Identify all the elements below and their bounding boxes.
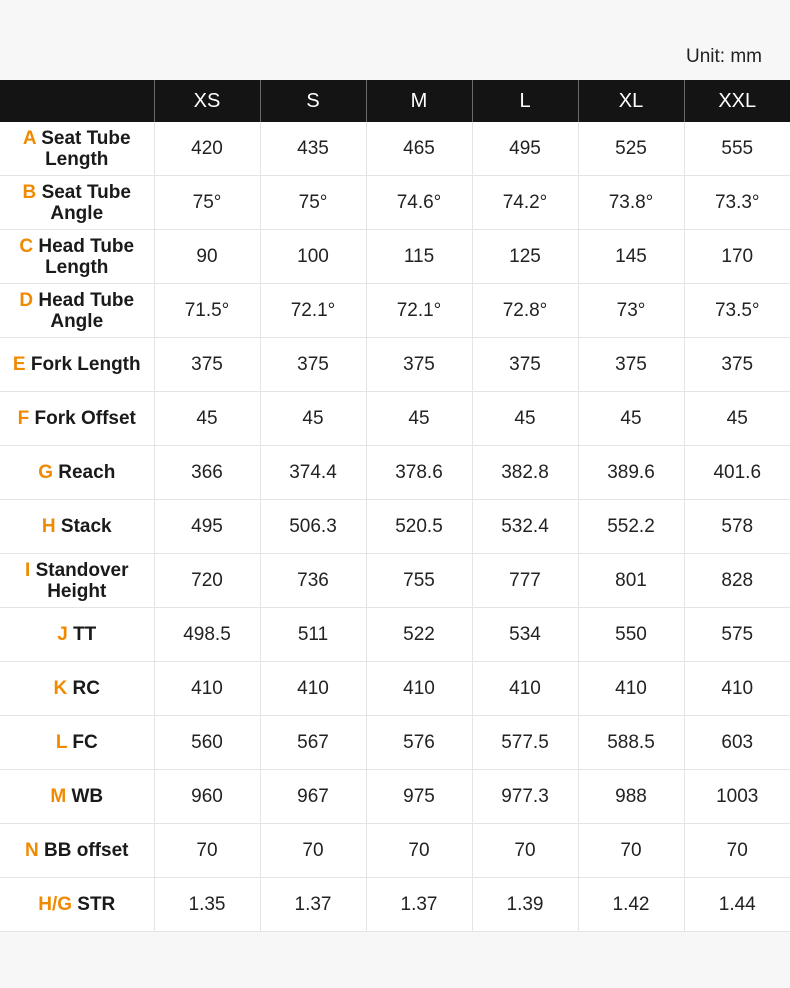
value-cell: 366 (154, 446, 260, 500)
table-row (0, 662, 790, 716)
measurement-name: Fork Offset (34, 408, 136, 429)
value-cell: 550 (578, 608, 684, 662)
value-cell: 506.3 (260, 500, 366, 554)
value-cell: 603 (684, 716, 790, 770)
measurement-label (0, 716, 154, 770)
value-cell: 70 (260, 824, 366, 878)
measurement-label (0, 446, 154, 500)
value-cell: 375 (366, 338, 472, 392)
value-cell: 588.5 (578, 716, 684, 770)
value-cell: 410 (366, 662, 472, 716)
value-cell: 74.6° (366, 176, 472, 230)
measurement-name: FC (72, 732, 98, 753)
value-cell: 73° (578, 284, 684, 338)
value-cell: 170 (684, 230, 790, 284)
size-header: L (472, 80, 578, 122)
value-cell: 70 (578, 824, 684, 878)
measurement-name: Seat Tube Angle (41, 181, 131, 224)
measurement-name: STR (77, 894, 116, 915)
value-cell: 375 (684, 338, 790, 392)
measurement-letter: C (19, 235, 34, 257)
value-cell: 71.5° (154, 284, 260, 338)
value-cell: 577.5 (472, 716, 578, 770)
value-cell: 511 (260, 608, 366, 662)
measurement-label (0, 770, 154, 824)
value-cell: 975 (366, 770, 472, 824)
measurement-label (0, 554, 154, 608)
measurement-label (0, 284, 154, 338)
value-cell: 378.6 (366, 446, 472, 500)
value-cell: 755 (366, 554, 472, 608)
value-cell: 72.1° (366, 284, 472, 338)
table-row (0, 716, 790, 770)
value-cell: 967 (260, 770, 366, 824)
value-cell: 70 (154, 824, 260, 878)
value-cell: 100 (260, 230, 366, 284)
table-row (0, 284, 790, 338)
value-cell: 495 (472, 122, 578, 176)
value-cell: 45 (578, 392, 684, 446)
value-cell: 45 (472, 392, 578, 446)
value-cell: 498.5 (154, 608, 260, 662)
value-cell: 1.35 (154, 878, 260, 932)
value-cell: 578 (684, 500, 790, 554)
measurement-letter: F (17, 408, 30, 429)
value-cell: 465 (366, 122, 472, 176)
value-cell: 435 (260, 122, 366, 176)
value-cell: 375 (472, 338, 578, 392)
value-cell: 125 (472, 230, 578, 284)
value-cell: 560 (154, 716, 260, 770)
value-cell: 575 (684, 608, 790, 662)
measurement-letter: B (22, 181, 37, 203)
header-row (0, 80, 790, 122)
table-header (0, 80, 790, 122)
value-cell: 1.37 (366, 878, 472, 932)
table-row (0, 554, 790, 608)
value-cell: 73.5° (684, 284, 790, 338)
value-cell: 72.1° (260, 284, 366, 338)
value-cell: 495 (154, 500, 260, 554)
value-cell: 777 (472, 554, 578, 608)
measurement-letter: A (22, 127, 36, 149)
table-row (0, 392, 790, 446)
value-cell: 410 (684, 662, 790, 716)
measurement-name: BB offset (44, 840, 129, 861)
value-cell: 72.8° (472, 284, 578, 338)
size-header: M (366, 80, 472, 122)
value-cell: 75° (260, 176, 366, 230)
measurement-letter: D (19, 289, 34, 311)
measurement-label (0, 176, 154, 230)
measurement-letter: I (25, 559, 31, 581)
value-cell: 520.5 (366, 500, 472, 554)
value-cell: 90 (154, 230, 260, 284)
value-cell: 1.42 (578, 878, 684, 932)
value-cell: 45 (260, 392, 366, 446)
table-row (0, 338, 790, 392)
value-cell: 988 (578, 770, 684, 824)
value-cell: 960 (154, 770, 260, 824)
measurement-label (0, 230, 154, 284)
measurement-label (0, 662, 154, 716)
value-cell: 828 (684, 554, 790, 608)
value-cell: 532.4 (472, 500, 578, 554)
value-cell: 73.3° (684, 176, 790, 230)
measurement-label (0, 392, 154, 446)
value-cell: 389.6 (578, 446, 684, 500)
value-cell: 410 (154, 662, 260, 716)
value-cell: 977.3 (472, 770, 578, 824)
value-cell: 736 (260, 554, 366, 608)
value-cell: 801 (578, 554, 684, 608)
value-cell: 70 (366, 824, 472, 878)
value-cell: 45 (684, 392, 790, 446)
value-cell: 70 (472, 824, 578, 878)
value-cell: 552.2 (578, 500, 684, 554)
measurement-name: WB (71, 786, 104, 807)
table-row (0, 608, 790, 662)
value-cell: 115 (366, 230, 472, 284)
measurement-letter: H/G (38, 894, 72, 915)
measurement-label (0, 500, 154, 554)
size-header: XS (154, 80, 260, 122)
value-cell: 420 (154, 122, 260, 176)
size-header: XXL (684, 80, 790, 122)
measurement-label (0, 824, 154, 878)
value-cell: 145 (578, 230, 684, 284)
table-row (0, 878, 790, 932)
value-cell: 1.44 (684, 878, 790, 932)
header-corner (0, 80, 154, 122)
value-cell: 1003 (684, 770, 790, 824)
value-cell: 567 (260, 716, 366, 770)
table-row (0, 500, 790, 554)
measurement-letter: J (57, 624, 68, 645)
measurement-letter: M (50, 786, 67, 807)
value-cell: 1.39 (472, 878, 578, 932)
value-cell: 375 (578, 338, 684, 392)
table-row (0, 824, 790, 878)
measurement-name: Head Tube Angle (38, 289, 135, 332)
value-cell: 555 (684, 122, 790, 176)
measurement-label (0, 122, 154, 176)
measurement-name: Standover Height (35, 559, 129, 602)
value-cell: 75° (154, 176, 260, 230)
table-row (0, 446, 790, 500)
value-cell: 74.2° (472, 176, 578, 230)
measurement-name: Reach (58, 462, 116, 483)
value-cell: 410 (472, 662, 578, 716)
value-cell: 45 (154, 392, 260, 446)
measurement-name: Stack (60, 516, 112, 537)
value-cell: 522 (366, 608, 472, 662)
size-header: XL (578, 80, 684, 122)
table-body (0, 122, 790, 932)
value-cell: 375 (260, 338, 366, 392)
value-cell: 1.37 (260, 878, 366, 932)
measurement-label (0, 608, 154, 662)
value-cell: 382.8 (472, 446, 578, 500)
value-cell: 525 (578, 122, 684, 176)
table-row (0, 176, 790, 230)
measurement-name: Fork Length (30, 354, 141, 375)
table-row (0, 770, 790, 824)
measurement-label (0, 338, 154, 392)
measurement-letter: H (41, 516, 56, 537)
value-cell: 73.8° (578, 176, 684, 230)
value-cell: 70 (684, 824, 790, 878)
measurement-label (0, 878, 154, 932)
measurement-name: Head Tube Length (38, 235, 135, 278)
geometry-table (0, 80, 790, 932)
measurement-letter: L (55, 732, 68, 753)
measurement-letter: G (38, 462, 53, 483)
unit-label: Unit: mm (686, 46, 762, 67)
measurement-name: Seat Tube Length (41, 127, 131, 170)
value-cell: 375 (154, 338, 260, 392)
value-cell: 45 (366, 392, 472, 446)
value-cell: 410 (578, 662, 684, 716)
value-cell: 410 (260, 662, 366, 716)
measurement-letter: N (25, 840, 39, 861)
value-cell: 534 (472, 608, 578, 662)
table-row (0, 230, 790, 284)
measurement-letter: E (12, 354, 26, 375)
value-cell: 720 (154, 554, 260, 608)
measurement-name: RC (72, 678, 100, 699)
value-cell: 401.6 (684, 446, 790, 500)
value-cell: 374.4 (260, 446, 366, 500)
size-header: S (260, 80, 366, 122)
measurement-name: TT (73, 624, 97, 645)
table-row (0, 122, 790, 176)
measurement-letter: K (53, 678, 68, 699)
value-cell: 576 (366, 716, 472, 770)
